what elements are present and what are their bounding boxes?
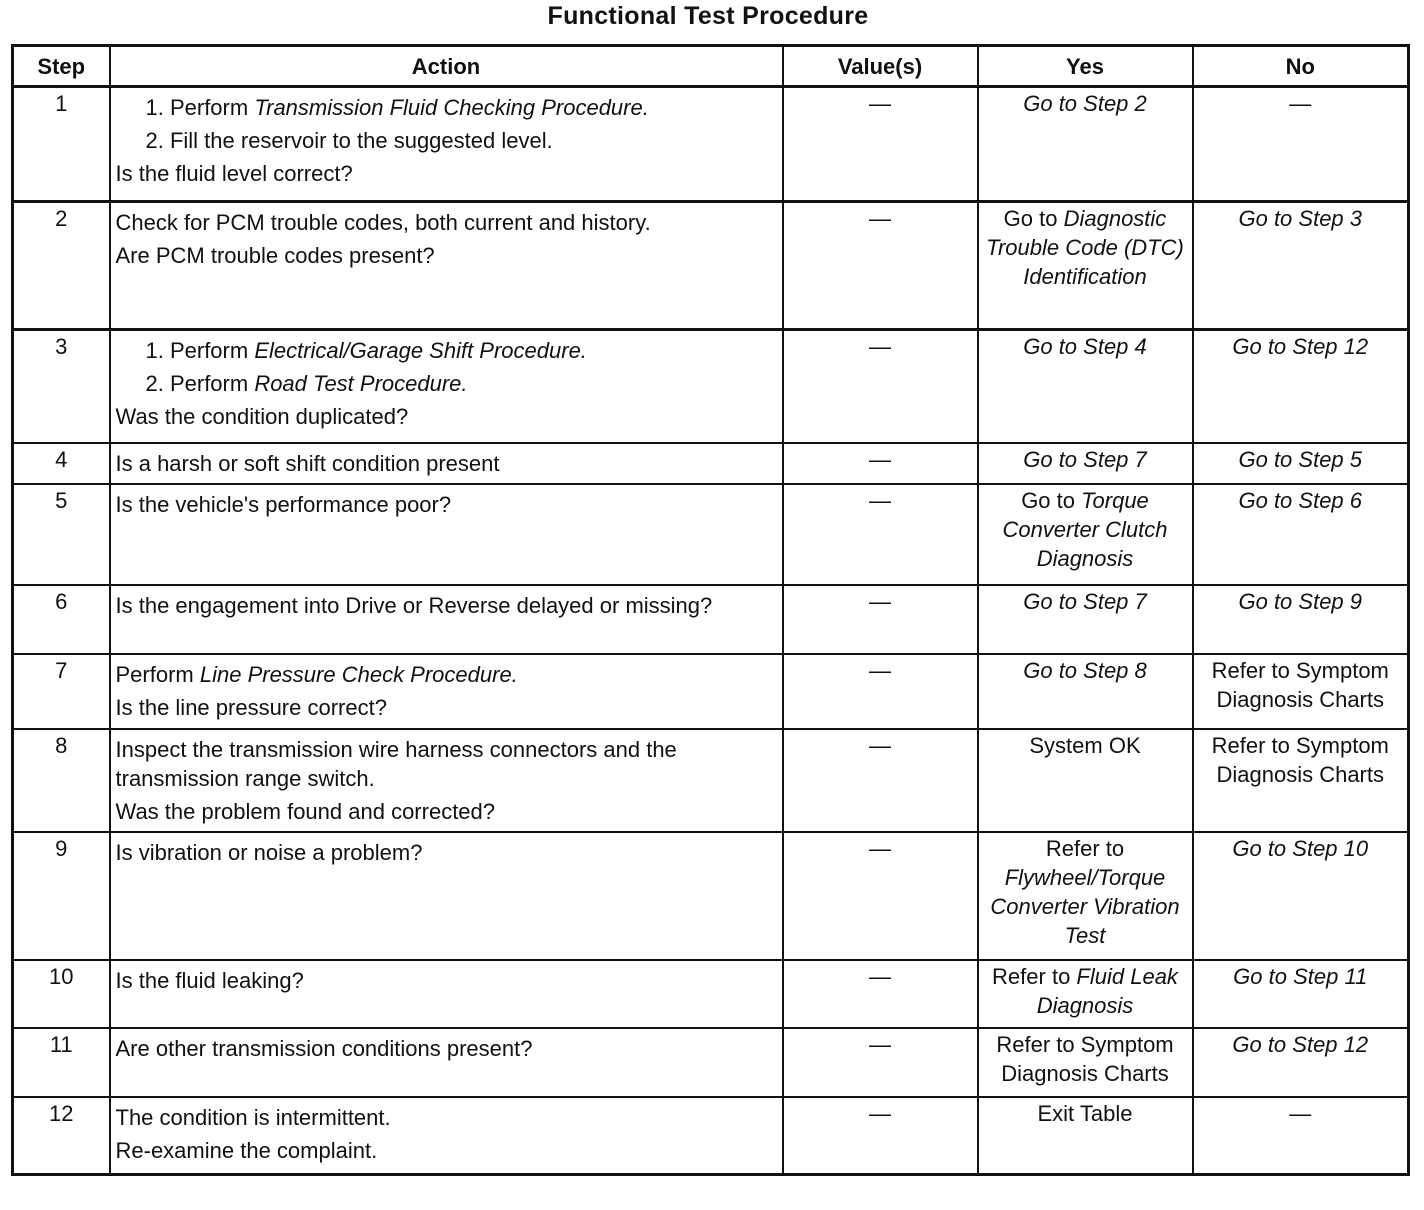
step-number: 7	[13, 654, 110, 729]
text-segment: 1. Perform	[145, 95, 255, 120]
italic-reference: Go to Step 7	[1023, 446, 1147, 472]
italic-reference: Go to Step 5	[1238, 446, 1363, 472]
yes-cell	[978, 585, 1193, 654]
action-line	[116, 693, 777, 722]
text-segment: —	[1289, 91, 1312, 116]
step-number: 12	[13, 1097, 110, 1175]
table-row	[13, 1097, 1409, 1175]
no-cell	[1193, 330, 1409, 443]
value-cell	[783, 654, 978, 729]
text-segment: Refer to Symptom Diagnosis Charts	[1211, 657, 1389, 712]
no-cell	[1193, 87, 1409, 202]
no-cell	[1193, 832, 1409, 960]
italic-reference: Go to Step 2	[1023, 91, 1147, 116]
action-cell	[110, 202, 783, 330]
action-line	[116, 490, 777, 519]
text-segment: —	[1289, 1100, 1312, 1126]
text-segment: Refer to Symptom Diagnosis Charts	[1211, 732, 1389, 787]
value-cell	[783, 960, 978, 1028]
action-line	[116, 735, 777, 793]
action-line	[116, 1034, 777, 1063]
text-segment: Is vibration or noise a problem?	[115, 839, 423, 865]
header-row	[13, 46, 1409, 87]
action-cell	[110, 729, 783, 832]
text-segment: Go to	[1003, 206, 1064, 231]
yes-cell	[978, 654, 1193, 729]
action-line	[116, 660, 777, 689]
text-segment: Is a harsh or soft shift condition present	[115, 450, 500, 476]
yes-cell	[978, 87, 1193, 202]
italic-reference: Go to Step 10	[1232, 835, 1369, 861]
italic-reference: Line Pressure Check Procedure.	[199, 661, 518, 687]
value-cell	[783, 87, 978, 202]
value-text: —	[869, 446, 891, 472]
no-cell	[1193, 1097, 1409, 1175]
yes-cell	[978, 202, 1193, 330]
action-line	[116, 1136, 777, 1165]
value-text: —	[869, 334, 891, 359]
header-values: Value(s)	[783, 46, 978, 87]
value-cell	[783, 330, 978, 443]
step-number: 1	[13, 87, 110, 202]
step-number: 9	[13, 832, 110, 960]
action-line	[116, 797, 777, 826]
step-number: 2	[13, 202, 110, 330]
italic-reference: Go to Step 4	[1023, 334, 1147, 359]
italic-reference: Go to Step 9	[1238, 588, 1363, 614]
action-cell	[110, 832, 783, 960]
italic-reference: Road Test Procedure.	[254, 371, 468, 396]
italic-reference: Flywheel/Torque Converter Vibration Test	[990, 864, 1180, 948]
action-cell	[110, 960, 783, 1028]
step-number: 11	[13, 1028, 110, 1097]
action-numbered-item	[116, 126, 777, 155]
step-number: 8	[13, 729, 110, 832]
step-number: 5	[13, 484, 110, 585]
text-segment: 1. Perform	[145, 338, 255, 363]
value-text: —	[869, 732, 891, 758]
table-row	[13, 832, 1409, 960]
action-numbered-item	[116, 369, 777, 398]
value-cell	[783, 484, 978, 585]
value-cell	[783, 1097, 978, 1175]
text-segment: Is the line pressure correct?	[115, 694, 387, 720]
value-cell	[783, 585, 978, 654]
action-line	[116, 966, 777, 995]
header-action: Action	[110, 46, 783, 87]
no-cell	[1193, 585, 1409, 654]
text-segment: Refer to	[1045, 835, 1125, 861]
header-no: No	[1193, 46, 1409, 87]
table-row	[13, 654, 1409, 729]
value-text: —	[869, 91, 891, 116]
value-cell	[783, 729, 978, 832]
yes-cell	[978, 1097, 1193, 1175]
action-cell	[110, 1028, 783, 1097]
page-title: Functional Test Procedure	[547, 2, 869, 30]
text-segment: Is the engagement into Drive or Reverse delayed or missing?	[115, 592, 713, 618]
table-row	[13, 484, 1409, 585]
value-text: —	[869, 1100, 891, 1126]
table-row	[13, 330, 1409, 443]
table-row	[13, 202, 1409, 330]
italic-reference: Go to Step 3	[1238, 206, 1363, 231]
value-cell	[783, 443, 978, 484]
text-segment: Is the vehicle's performance poor?	[115, 491, 452, 517]
italic-reference: Diagnostic Trouble Code (DTC) Identification	[986, 206, 1184, 289]
table-row	[13, 87, 1409, 202]
step-number: 4	[13, 443, 110, 484]
action-line	[116, 208, 777, 237]
action-cell	[110, 443, 783, 484]
italic-reference: Fluid Leak Diagnosis	[1036, 963, 1178, 1018]
no-cell	[1193, 1028, 1409, 1097]
value-cell	[783, 832, 978, 960]
action-cell	[110, 585, 783, 654]
action-line	[116, 402, 777, 431]
action-cell	[110, 330, 783, 443]
text-segment: System OK	[1029, 732, 1141, 758]
text-segment: Perform	[115, 661, 200, 687]
action-line	[116, 159, 777, 188]
value-text: —	[869, 1031, 891, 1057]
action-line	[116, 838, 777, 867]
text-segment: Are PCM trouble codes present?	[115, 243, 435, 268]
text-segment: Inspect the transmission wire harness connectors and the transmission range switch.	[115, 736, 677, 791]
text-segment: Was the problem found and corrected?	[115, 798, 496, 824]
action-line	[116, 449, 777, 478]
italic-reference: Torque Converter Clutch Diagnosis	[1002, 487, 1168, 571]
text-segment: Re-examine the complaint.	[115, 1137, 378, 1163]
table-body	[13, 87, 1409, 1175]
italic-reference: Go to Step 7	[1023, 588, 1147, 614]
action-cell	[110, 654, 783, 729]
text-segment: Exit Table	[1037, 1100, 1133, 1126]
italic-reference: Go to Step 6	[1238, 487, 1363, 513]
value-cell	[783, 1028, 978, 1097]
italic-reference: Go to Step 12	[1232, 334, 1369, 359]
yes-cell	[978, 330, 1193, 443]
header-yes: Yes	[978, 46, 1193, 87]
text-segment: The condition is intermittent.	[115, 1104, 391, 1130]
value-text: —	[869, 487, 891, 513]
action-cell	[110, 87, 783, 202]
procedure-table	[11, 44, 1410, 1176]
value-text: —	[869, 963, 891, 989]
no-cell	[1193, 960, 1409, 1028]
no-cell	[1193, 484, 1409, 585]
yes-cell	[978, 1028, 1193, 1097]
text-segment: Are other transmission conditions present?	[115, 1035, 533, 1061]
no-cell	[1193, 654, 1409, 729]
text-segment: Check for PCM trouble codes, both current and history.	[115, 210, 651, 235]
no-cell	[1193, 729, 1409, 832]
step-number: 3	[13, 330, 110, 443]
yes-cell	[978, 960, 1193, 1028]
action-line	[116, 1103, 777, 1132]
italic-reference: Go to Step 8	[1023, 657, 1147, 683]
text-segment: 2. Fill the reservoir to the suggested level.	[145, 128, 553, 153]
value-cell	[783, 202, 978, 330]
table-header	[13, 46, 1409, 87]
italic-reference: Go to Step 12	[1232, 1031, 1369, 1057]
italic-reference: Go to Step 11	[1233, 963, 1368, 989]
text-segment: 2. Perform	[145, 371, 255, 396]
table-row	[13, 1028, 1409, 1097]
action-numbered-item	[116, 336, 777, 365]
yes-cell	[978, 484, 1193, 585]
text-segment: Refer to Symptom Diagnosis Charts	[996, 1031, 1174, 1086]
table-row	[13, 585, 1409, 654]
yes-cell	[978, 443, 1193, 484]
action-cell	[110, 484, 783, 585]
value-text: —	[869, 206, 891, 231]
no-cell	[1193, 443, 1409, 484]
italic-reference: Electrical/Garage Shift Procedure.	[254, 338, 587, 363]
step-number: 10	[13, 960, 110, 1028]
header-step: Step	[13, 46, 110, 87]
no-cell	[1193, 202, 1409, 330]
step-number: 6	[13, 585, 110, 654]
value-text: —	[869, 835, 891, 861]
text-segment: Is the fluid level correct?	[115, 161, 353, 186]
text-segment: Go to	[1021, 487, 1082, 513]
text-segment: Is the fluid leaking?	[115, 967, 304, 993]
text-segment: Refer to	[992, 963, 1077, 989]
yes-cell	[978, 729, 1193, 832]
table-row	[13, 960, 1409, 1028]
value-text: —	[869, 657, 891, 683]
table-row	[13, 443, 1409, 484]
action-line	[116, 591, 777, 620]
yes-cell	[978, 832, 1193, 960]
text-segment: Was the condition duplicated?	[115, 404, 409, 429]
value-text: —	[869, 588, 891, 614]
action-numbered-item	[116, 93, 777, 122]
table-row	[13, 729, 1409, 832]
action-cell	[110, 1097, 783, 1175]
italic-reference: Transmission Fluid Checking Procedure.	[254, 95, 649, 120]
action-line	[116, 241, 777, 270]
